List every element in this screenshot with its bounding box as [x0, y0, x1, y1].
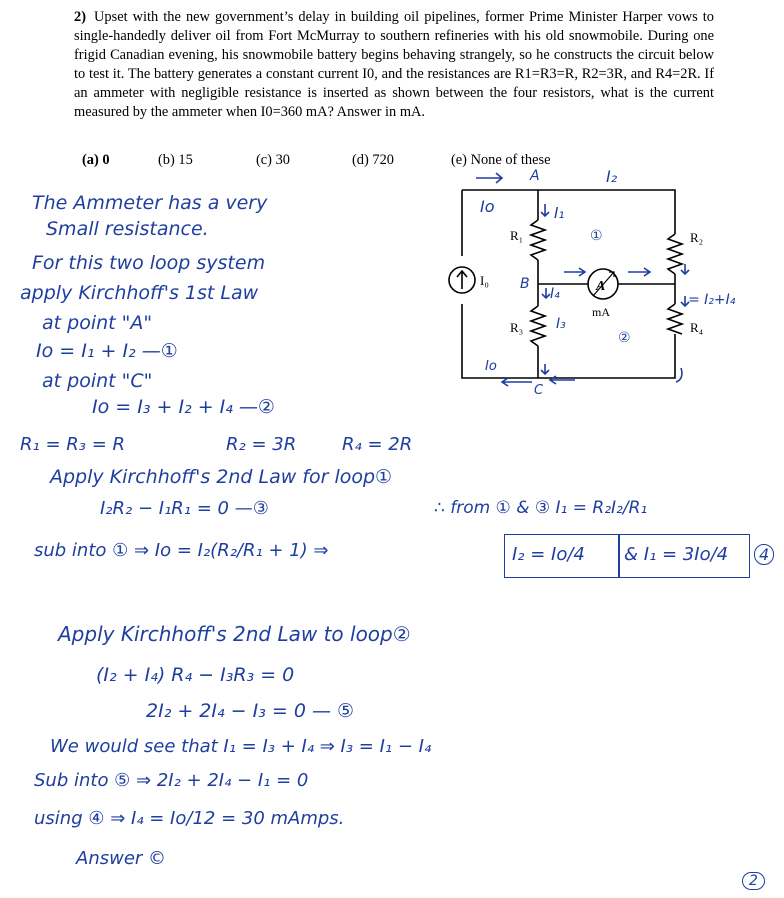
solution-line-9c: R₄ = 2R: [342, 434, 413, 455]
loop-1-label: ①: [590, 228, 603, 244]
circuit-diagram: [410, 168, 780, 398]
ammeter-unit-label: mA: [592, 305, 610, 319]
r4-label: R₄: [690, 320, 704, 335]
solution-line-3: For this two loop system: [32, 252, 266, 274]
hw-i2-plus-i4: = I₂+I₄: [688, 292, 736, 308]
hw-i4: I₄: [550, 286, 560, 302]
choice-d: (d) 720: [352, 152, 394, 168]
choice-e: (e) None of these: [451, 152, 551, 168]
choice-b: (b) 15: [158, 152, 193, 168]
source-label: I₀: [480, 273, 489, 288]
solution-line-1: The Ammeter has a very: [32, 192, 268, 214]
hw-i3: I₃: [556, 316, 566, 332]
result-i2: I₂ = Io/4: [512, 544, 585, 565]
solution-line-13: Apply Kirchhoff's 2nd Law to loop②: [58, 622, 411, 646]
solution-line-9a: R₁ = R₃ = R: [20, 434, 126, 455]
solution-line-17: Sub into ⑤ ⇒ 2I₂ + 2I₄ − I₁ = 0: [34, 770, 309, 791]
solution-line-11: I₂R₂ − I₁R₁ = 0 —③: [100, 498, 269, 519]
r1-label: R₁: [510, 228, 524, 243]
node-c-label: C: [534, 383, 544, 398]
ammeter-symbol: A: [596, 279, 606, 294]
solution-line-11b: ∴ from ① & ③ I₁ = R₂I₂/R₁: [434, 498, 648, 518]
solution-line-7: at point "C": [42, 370, 153, 392]
problem-number: 2): [74, 9, 86, 25]
solution-line-9b: R₂ = 3R: [226, 434, 297, 455]
solution-line-8: Io = I₃ + I₂ + I₄ —②: [92, 396, 275, 418]
answer-line: Answer ©: [76, 848, 167, 869]
hw-io-top: Io: [480, 197, 495, 216]
solution-line-5: at point "A": [42, 312, 153, 334]
problem-statement: [74, 8, 714, 122]
solution-line-6: Io = I₁ + I₂ —①: [36, 340, 178, 362]
choice-a: (a) 0: [82, 152, 110, 168]
r2-label: R₂: [690, 230, 704, 245]
problem-text: Upset with the new government’s delay in building oil pipelines, former Prime Minister Harper vows to single-handedly deliver oil from Fort McMurray to southern refineries with his old snowmobile. During one frigid Canadian evening, his snowmobile battery begins behaving strangely, so he constructs the circuit below to test it. The battery generates a constant current I0, and the resistances are R1=R3=R, R2=3R, and R4=2R. If an ammeter with negligible resistance is inserted as shown between the four resistors, what is the current measured by the ammeter when I0=360 mA? Answer in mA.: [74, 9, 714, 120]
solution-line-2: Small resistance.: [46, 218, 209, 240]
solution-line-18: using ④ ⇒ I₄ = Io/12 = 30 mAmps.: [34, 808, 345, 829]
equation-tag-4: 4: [754, 544, 774, 565]
solution-line-12: sub into ① ⇒ Io = I₂(R₂/R₁ + 1) ⇒: [34, 540, 329, 561]
result-i1: & I₁ = 3Io/4: [624, 544, 729, 565]
hw-io-bottom: Io: [485, 359, 497, 374]
hw-i1: I₁: [554, 204, 565, 222]
solution-line-16: We would see that I₁ = I₃ + I₄ ⇒ I₃ = I₁ − I₄: [50, 736, 432, 757]
solution-line-15: 2I₂ + 2I₄ − I₃ = 0 — ⑤: [146, 700, 355, 722]
node-b-label: B: [520, 276, 530, 292]
choice-c: (c) 30: [256, 152, 290, 168]
node-a-label: A: [530, 168, 540, 184]
solution-line-10: Apply Kirchhoff's 2nd Law for loop①: [50, 466, 393, 488]
loop-2-label: ②: [618, 330, 631, 346]
r3-label: R₃: [510, 320, 524, 335]
hw-i2: I₂: [606, 168, 618, 186]
page-number: 2: [742, 872, 765, 890]
solution-line-14: (I₂ + I₄) R₄ − I₃R₃ = 0: [96, 664, 295, 686]
solution-line-4: apply Kirchhoff's 1st Law: [20, 282, 259, 304]
